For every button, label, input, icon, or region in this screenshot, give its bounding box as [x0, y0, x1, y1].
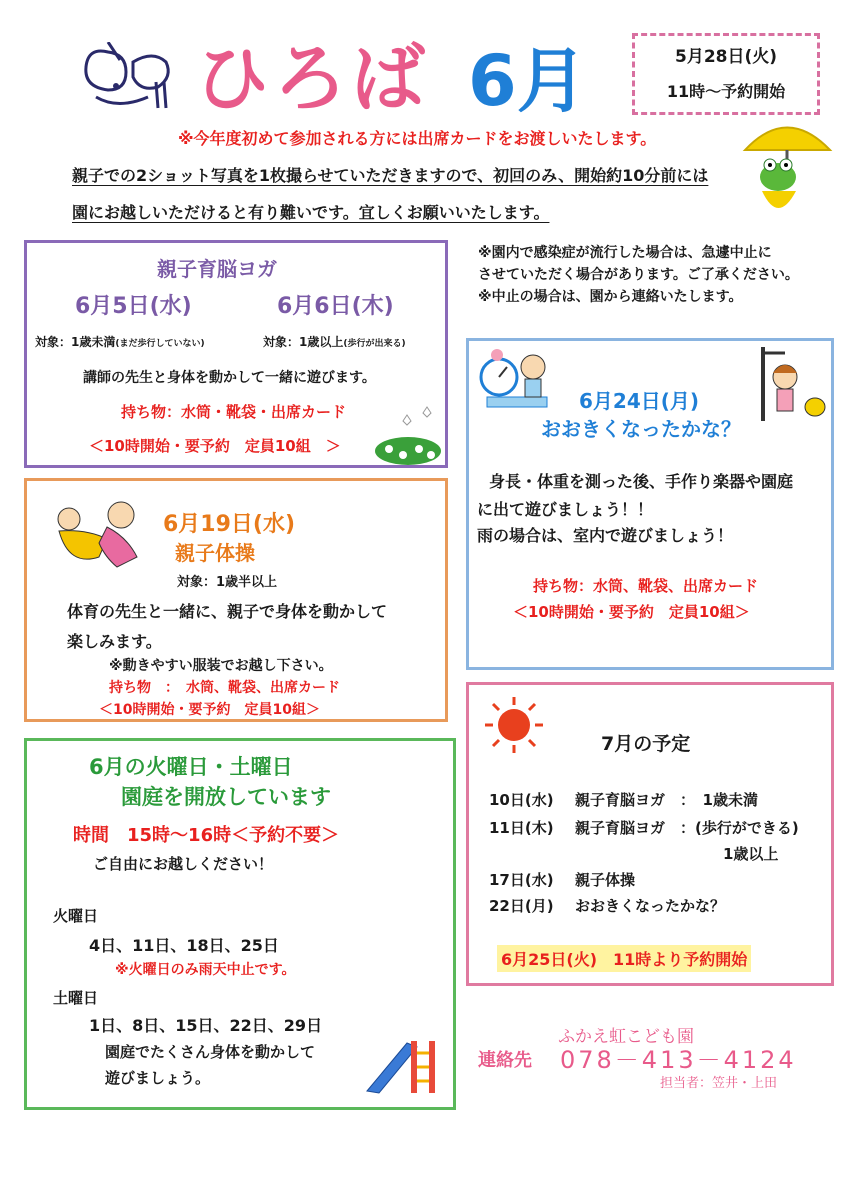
yoga-title: 親子育脳ヨガ — [157, 257, 277, 281]
measure-time: ＜10時開始・要予約 定員10組＞ — [513, 603, 750, 621]
yoga-items: 持ち物：水筒・靴袋・出席カード — [121, 403, 347, 421]
measure-title: おおきくなったかな？ — [541, 417, 741, 441]
gym-desc1: 体育の先生と一緒に、親子で身体を動かして — [67, 602, 388, 621]
reservation-date: 5月28日(火) — [674, 47, 778, 67]
measure-items: 持ち物：水筒、靴袋、出席カード — [533, 577, 759, 595]
caution-line3: ※中止の場合は、園から連絡いたします。 — [478, 289, 743, 305]
gym-items: 持ち物 ： 水筒、靴袋、出席カード — [109, 680, 340, 696]
july-row-3 — [723, 843, 778, 864]
garden-title1: 6月の火曜日・土曜日 — [89, 755, 293, 779]
yoga-target2-label: 対象：1歳以上 — [263, 335, 344, 349]
reservation-box — [632, 33, 820, 115]
july-row-date: 10日(水) — [489, 791, 554, 809]
yoga-target1-note: (まだ歩行していない) — [115, 339, 205, 349]
contact-phone: 078－413－4124 — [560, 1046, 797, 1074]
july-row-1 — [489, 789, 829, 810]
sun-icon — [483, 695, 545, 755]
caution-line2: させていただく場合があります。ご了承ください。 — [478, 267, 799, 283]
reservation-time: 11時～予約開始 — [666, 82, 786, 101]
yoga-card — [24, 240, 448, 468]
frog-umbrella-icon — [740, 115, 835, 225]
yoga-date2: 6月6日(木) — [277, 294, 394, 319]
scale-child-icon — [477, 347, 567, 423]
yoga-desc: 講師の先生と身体を動かして一緒に遊びます。 — [83, 370, 376, 386]
contact-label: 連絡先 — [478, 1050, 532, 1071]
measure-card — [466, 338, 834, 670]
july-row-text: 1歳以上 — [723, 845, 779, 863]
caution-notice — [478, 242, 799, 308]
gym-desc2: 楽しみます。 — [67, 632, 162, 651]
july-row-5 — [489, 895, 829, 916]
photo-notice-line2: 園にお越しいただけると有り難いです。宜しくお願いいたします。 — [72, 203, 550, 222]
month-title: 6月 — [468, 40, 587, 122]
yoga-target1-label: 対象：1歳未満 — [35, 335, 116, 349]
july-row-text: 親子体操 — [575, 871, 636, 889]
height-measure-icon — [755, 343, 829, 423]
gym-date: 6月19日(水) — [163, 512, 296, 537]
tuesday-label: 火曜日 — [53, 907, 99, 925]
gym-card — [24, 478, 448, 722]
saturday-desc1: 園庭でたくさん身体を動かして — [105, 1043, 316, 1061]
july-row-text: 親子育脳ヨガ ： 1歳未満 — [575, 791, 758, 809]
garden-card — [24, 738, 456, 1110]
yoga-date1: 6月5日(水) — [75, 294, 192, 319]
july-row-text: 親子育脳ヨガ ：(歩行ができる) — [575, 819, 799, 837]
saturday-desc2: 遊びましょう。 — [105, 1069, 211, 1087]
july-row-text: おおきくなったかな？ — [575, 897, 726, 915]
photo-notice-line1: 親子での2ショット写真を1枚撮らせていただきますので、初回のみ、開始約10分前には — [72, 166, 709, 185]
july-reservation: 6月25日(火) 11時より予約開始 — [497, 945, 751, 972]
measure-desc3: 雨の場合は、室内で遊びましょう！ — [477, 526, 734, 545]
flower-bush-icon — [373, 403, 443, 465]
yoga-time: ＜10時開始・要予約 定員10組 ＞ — [89, 437, 341, 455]
july-row-2 — [489, 817, 829, 838]
gym-target: 対象：1歳半以上 — [177, 575, 278, 590]
july-row-date: 22日(月) — [489, 897, 554, 915]
saturday-dates: 1日、8日、15日、22日、29日 — [89, 1016, 323, 1035]
parent-child-exercise-icon — [47, 497, 147, 575]
first-time-notice: ※今年度初めて参加される方には出席カードをお渡しいたします。 — [178, 129, 657, 148]
tuesday-dates: 4日、11日、18日、25日 — [89, 936, 279, 955]
garden-time: 時間 15時～16時＜予約不要＞ — [73, 825, 340, 846]
gym-time: ＜10時開始・要予約 定員10組＞ — [99, 702, 320, 718]
garden-welcome: ご自由にお越しください！ — [93, 855, 274, 873]
measure-desc1: 身長・体重を測った後、手作り楽器や園庭 — [489, 472, 794, 491]
saturday-label: 土曜日 — [53, 989, 99, 1007]
contact-staff: 担当者：笠井・上田 — [660, 1076, 778, 1091]
contact-name: ふかえ虹こども園 — [558, 1027, 694, 1047]
yoga-target2 — [263, 333, 406, 350]
page-title: ひろば — [195, 36, 429, 122]
butterfly-logo-icon — [78, 42, 178, 112]
july-row-date: 17日(水) — [489, 871, 554, 889]
july-title: 7月の予定 — [601, 733, 691, 755]
gym-note: ※動きやすい服装でお越し下さい。 — [109, 658, 333, 674]
july-row-4 — [489, 869, 829, 890]
yoga-target2-note: (歩行が出来る) — [343, 339, 406, 349]
yoga-target1 — [35, 333, 205, 350]
caution-line1: ※園内で感染症が流行した場合は、急遽中止に — [478, 245, 772, 261]
gym-title: 親子体操 — [175, 541, 255, 565]
july-card — [466, 682, 834, 986]
tuesday-note: ※火曜日のみ雨天中止です。 — [115, 962, 296, 978]
garden-title2: 園庭を開放しています — [121, 785, 331, 809]
july-row-date: 11日(木) — [489, 819, 554, 837]
measure-desc2: に出て遊びましょう！！ — [477, 500, 654, 519]
measure-date: 6月24日(月) — [579, 389, 700, 413]
slide-icon — [363, 1033, 441, 1095]
